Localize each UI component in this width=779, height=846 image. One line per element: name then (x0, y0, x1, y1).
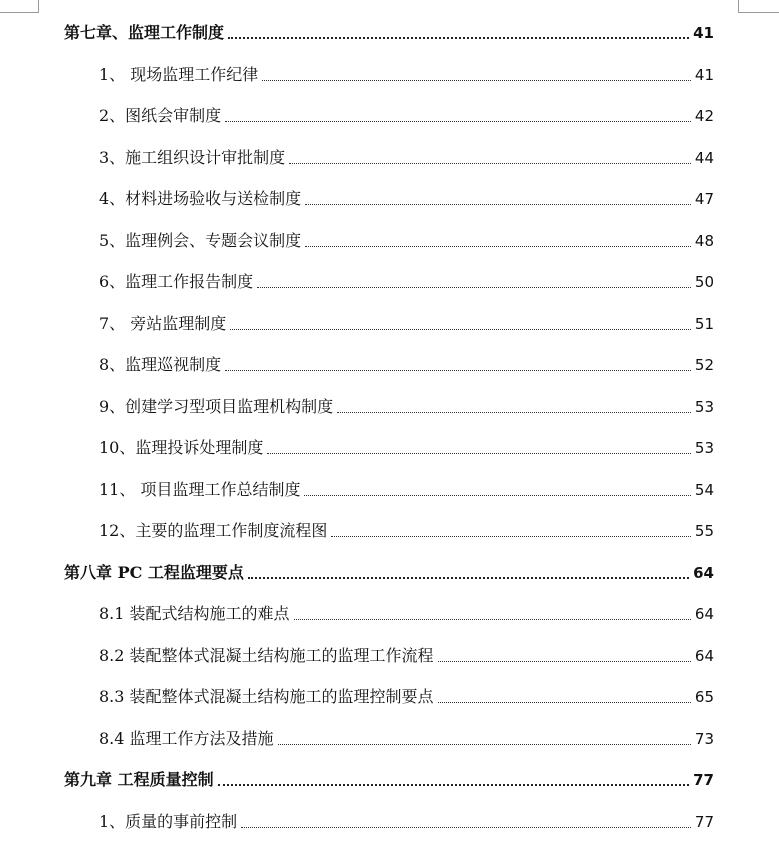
toc-entry-7-4[interactable] (99, 185, 714, 209)
dot-leader (225, 369, 691, 371)
toc-entry-label: 第八章 PC 工程监理要点 (64, 563, 244, 582)
toc-entry-7-2[interactable] (99, 102, 714, 126)
toc-entry-page: 48 (694, 232, 714, 250)
toc-entry-page: 64 (694, 605, 714, 623)
toc-entry-8-4[interactable] (99, 725, 714, 749)
toc-entry-7-3[interactable] (99, 144, 714, 168)
toc-entry-label: 2、图纸会审制度 (99, 106, 222, 125)
dot-leader (331, 535, 691, 537)
toc-entry-label: 1、 现场监理工作纪律 (99, 65, 259, 84)
toc-entry-page: 51 (694, 315, 714, 333)
toc-entry-9-1[interactable] (99, 808, 714, 832)
toc-entry-chapter-9[interactable] (64, 766, 714, 790)
toc-entry-7-7[interactable] (99, 310, 714, 334)
dot-leader (294, 618, 691, 620)
toc-entry-page: 52 (694, 356, 714, 374)
toc-entry-label: 11、 项目监理工作总结制度 (99, 480, 301, 499)
toc-entry-page: 77 (693, 771, 714, 789)
toc-entry-7-12[interactable] (99, 517, 714, 541)
toc-entry-chapter-8[interactable] (64, 559, 714, 583)
toc-entry-page: 64 (694, 647, 714, 665)
dot-leader (305, 203, 691, 205)
toc-entry-page: 42 (694, 107, 714, 125)
toc-entry-7-10[interactable] (99, 434, 714, 458)
dot-leader (304, 494, 690, 496)
toc-entry-page: 53 (694, 398, 714, 416)
toc-entry-label: 第七章、监理工作制度 (64, 23, 225, 42)
dot-leader (438, 701, 691, 703)
toc-entry-label: 10、监理投诉处理制度 (99, 438, 264, 457)
toc-entry-7-6[interactable] (99, 268, 714, 292)
dot-leader (218, 783, 690, 786)
dot-leader (248, 576, 689, 579)
dot-leader (267, 452, 691, 454)
toc-entry-label: 1、质量的事前控制 (99, 812, 238, 831)
toc-entry-page: 55 (694, 522, 714, 540)
dot-leader (278, 743, 691, 745)
toc-entry-7-11[interactable] (99, 476, 714, 500)
toc-entry-chapter-7[interactable] (64, 19, 714, 43)
toc-entry-label: 6、监理工作报告制度 (99, 272, 254, 291)
toc-entry-label: 7、 旁站监理制度 (99, 314, 227, 333)
dot-leader (289, 162, 691, 164)
toc-entry-label: 5、监理例会、专题会议制度 (99, 231, 302, 250)
dot-leader (337, 411, 691, 413)
toc-entry-page: 73 (694, 730, 714, 748)
toc-entry-7-5[interactable] (99, 227, 714, 251)
toc-entry-label: 4、材料进场验收与送检制度 (99, 189, 302, 208)
toc-entry-label: 3、施工组织设计审批制度 (99, 148, 286, 167)
dot-leader (228, 36, 689, 39)
toc-entry-page: 54 (694, 481, 714, 499)
toc-entry-page: 65 (694, 688, 714, 706)
toc-entry-page: 77 (694, 813, 714, 831)
toc-entry-page: 44 (694, 149, 714, 167)
toc-entry-page: 50 (694, 273, 714, 291)
toc-entry-7-9[interactable] (99, 393, 714, 417)
toc-entry-page: 41 (694, 66, 714, 84)
toc-entry-page: 64 (693, 564, 714, 582)
dot-leader (262, 79, 691, 81)
toc-entry-page: 41 (693, 24, 714, 42)
toc-entry-label: 第九章 工程质量控制 (64, 770, 214, 789)
toc-entry-label: 8.4 监理工作方法及措施 (99, 729, 274, 748)
toc-entry-label: 9、创建学习型项目监理机构制度 (99, 397, 334, 416)
toc-entry-8-1[interactable] (99, 600, 714, 624)
toc-entry-label: 8.1 装配式结构施工的难点 (99, 604, 290, 623)
toc-entry-page: 53 (694, 439, 714, 457)
toc-entry-7-8[interactable] (99, 351, 714, 375)
toc-entry-label: 12、主要的监理工作制度流程图 (99, 521, 328, 540)
toc-entry-8-2[interactable] (99, 642, 714, 666)
toc-entry-7-1[interactable] (99, 61, 714, 85)
toc-entry-label: 8.2 装配整体式混凝土结构施工的监理工作流程 (99, 646, 434, 665)
toc-entry-page: 47 (694, 190, 714, 208)
toc-entry-label: 8、监理巡视制度 (99, 355, 222, 374)
crop-mark-top-right (738, 0, 779, 13)
dot-leader (225, 120, 691, 122)
toc-entry-label: 8.3 装配整体式混凝土结构施工的监理控制要点 (99, 687, 434, 706)
dot-leader (438, 660, 691, 662)
dot-leader (305, 245, 691, 247)
dot-leader (257, 286, 691, 288)
dot-leader (241, 826, 691, 828)
toc-entry-8-3[interactable] (99, 683, 714, 707)
crop-mark-top-left (0, 0, 39, 13)
dot-leader (230, 328, 691, 330)
